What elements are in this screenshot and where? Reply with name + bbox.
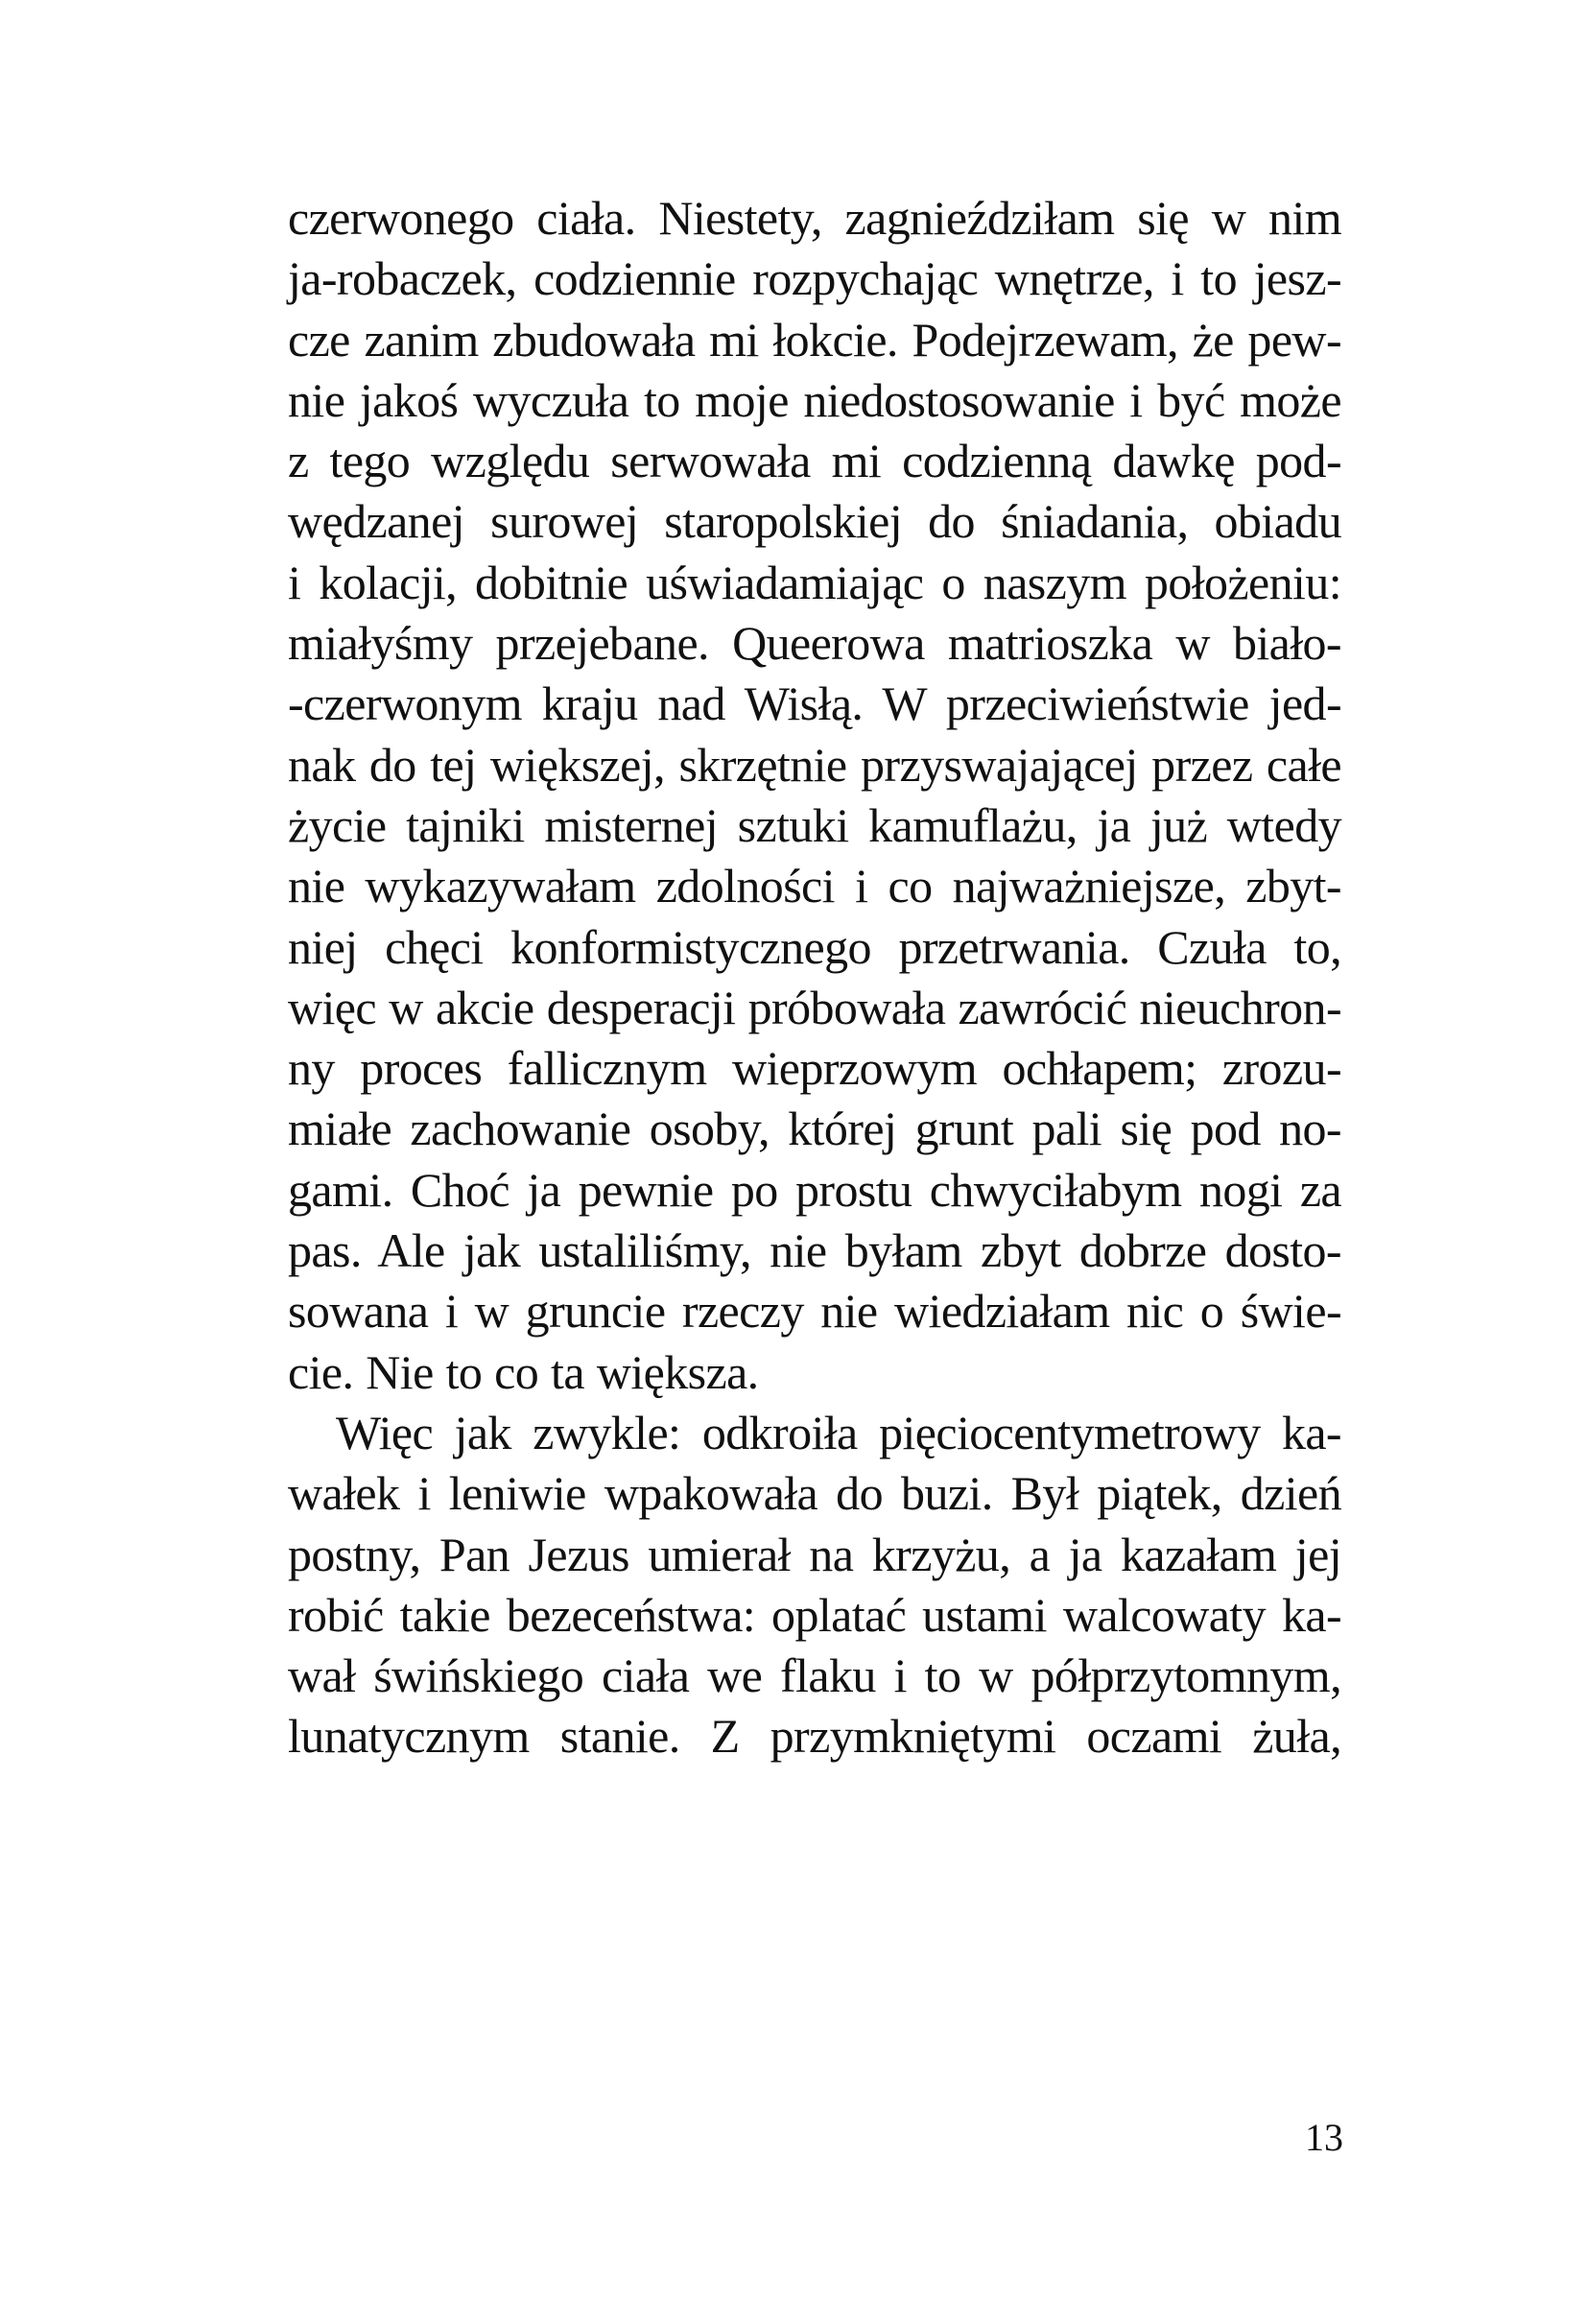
text-line: miałyśmy przejebane. Queerowa matrioszka w biało-: [288, 616, 1341, 671]
text-line: życie tajniki misternej sztuki kamuflażu, ja już wtedy: [288, 797, 1341, 852]
body-text: [288, 188, 1341, 1767]
text-line: miałe zachowanie osoby, której grunt pali się pod no-: [288, 1102, 1341, 1156]
text-line: pas. Ale jak ustaliliśmy, nie byłam zbyt dobrze dosto-: [288, 1223, 1341, 1278]
text-line: nak do tej większej, skrzętnie przyswajającej przez całe: [288, 737, 1341, 792]
text-line: więc w akcie desperacji próbowała zawrócić nieuchron-: [288, 980, 1341, 1034]
text-line: ny proces fallicznym wieprzowym ochłapem; zrozu-: [288, 1041, 1341, 1096]
text-line: gami. Choć ja pewnie po prostu chwyciłabym nogi za: [288, 1162, 1341, 1217]
text-line: sowana i w gruncie rzeczy nie wiedziałam nic o świe-: [288, 1284, 1341, 1339]
paragraph-2: [288, 1403, 1341, 1767]
text-line: cze zanim zbudowała mi łokcie. Podejrzewam, że pew-: [288, 312, 1341, 367]
text-line: robić takie bezeceństwa: oplatać ustami walcowaty ka-: [288, 1587, 1341, 1642]
paragraph-1: [288, 188, 1341, 1403]
text-line: niej chęci konformistycznego przetrwania. Czuła to,: [288, 919, 1341, 974]
text-line: i kolacji, dobitnie uświadamiając o naszym położeniu:: [288, 555, 1341, 609]
text-line: cie. Nie to co ta większa.: [288, 1344, 759, 1399]
text-line: postny, Pan Jezus umierał na krzyżu, a ja kazałam jej: [288, 1527, 1341, 1581]
text-line: wędzanej surowej staropolskiej do śniadania, obiadu: [288, 494, 1341, 549]
text-line: -czerwonym kraju nad Wisłą. W przeciwieństwie jed-: [288, 676, 1341, 731]
text-line: Więc jak zwykle: odkroiła pięciocentymetrowy ka-: [336, 1405, 1341, 1459]
page-number: 13: [1305, 2116, 1343, 2159]
text-line: wałek i leniwie wpakowała do buzi. Był piątek, dzień: [288, 1466, 1341, 1521]
text-line: ja-robaczek, codziennie rozpychając wnętrze, i to jesz-: [288, 251, 1341, 306]
text-line: nie jakoś wyczuła to moje niedostosowanie i być może: [288, 372, 1341, 427]
text-line: z tego względu serwowała mi codzienną dawkę pod-: [288, 434, 1341, 488]
text-line: nie wykazywałam zdolności i co najważniejsze, zbyt-: [288, 859, 1341, 913]
text-line: czerwonego ciała. Niestety, zagnieździłam się w nim: [288, 191, 1341, 245]
text-line: lunatycznym stanie. Z przymkniętymi oczami żuła,: [288, 1709, 1341, 1764]
text-line: wał świńskiego ciała we flaku i to w półprzytomnym,: [288, 1648, 1341, 1703]
